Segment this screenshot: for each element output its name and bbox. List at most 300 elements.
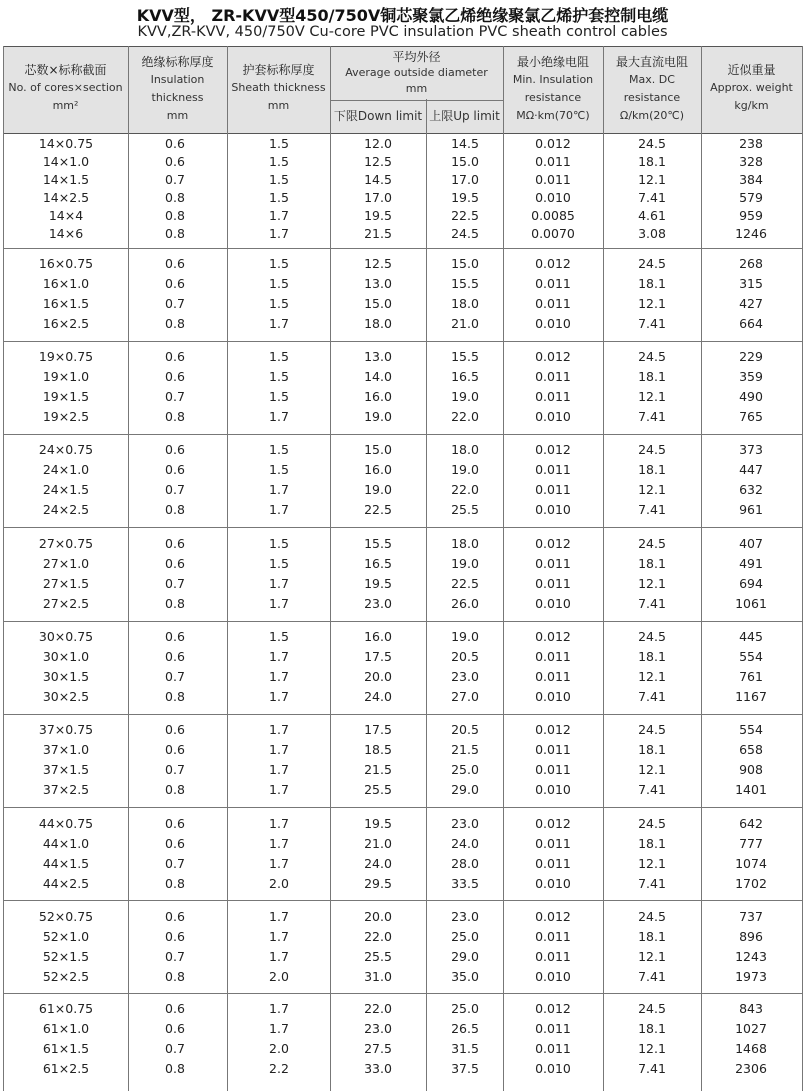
cell-weight: 632 bbox=[739, 482, 763, 497]
cell-sheath: 1.7 bbox=[269, 208, 289, 223]
header-sheath-zh: 护套标称厚度 bbox=[242, 63, 315, 77]
header-insulation-en1: Insulation bbox=[150, 73, 205, 86]
cell-weight: 761 bbox=[739, 669, 763, 684]
cell-sheath: 1.7 bbox=[269, 816, 289, 831]
header-diameter-divider bbox=[330, 100, 503, 101]
cell-cores: 14×1.0 bbox=[42, 154, 90, 169]
cell-diam-down: 22.0 bbox=[364, 1001, 392, 1016]
cell-diam-up: 26.5 bbox=[451, 1021, 479, 1036]
cell-diam-up: 15.0 bbox=[451, 256, 479, 271]
cell-max-dc: 12.1 bbox=[638, 389, 666, 404]
cell-cores: 27×0.75 bbox=[38, 536, 94, 551]
header-min-insulation-unit: MΩ·km(70℃) bbox=[516, 109, 590, 122]
cell-cores: 44×2.5 bbox=[42, 876, 90, 891]
header-cores bbox=[3, 61, 128, 115]
cell-max-dc: 7.41 bbox=[638, 689, 666, 704]
cell-cores: 37×0.75 bbox=[38, 722, 94, 737]
cell-cores: 61×2.5 bbox=[42, 1061, 90, 1076]
cell-sheath: 2.0 bbox=[269, 876, 289, 891]
cell-min-ins: 0.010 bbox=[535, 190, 571, 205]
cell-min-ins: 0.011 bbox=[535, 762, 571, 777]
cell-cores: 61×1.0 bbox=[42, 1021, 90, 1036]
cell-sheath: 2.0 bbox=[269, 1041, 289, 1056]
cell-sheath: 1.7 bbox=[269, 226, 289, 241]
cell-diam-down: 22.5 bbox=[364, 502, 392, 517]
cell-insulation: 0.7 bbox=[165, 762, 185, 777]
cell-max-dc: 12.1 bbox=[638, 482, 666, 497]
cell-weight: 1468 bbox=[735, 1041, 767, 1056]
cell-diam-down: 17.0 bbox=[364, 190, 392, 205]
cell-cores: 37×2.5 bbox=[42, 782, 90, 797]
header-cores-unit: mm² bbox=[52, 99, 79, 112]
cell-cores: 14×0.75 bbox=[38, 136, 94, 151]
cell-diam-down: 15.5 bbox=[364, 536, 392, 551]
cell-insulation: 0.8 bbox=[165, 409, 185, 424]
cell-insulation: 0.8 bbox=[165, 226, 185, 241]
header-diameter-down: 下限Down limit bbox=[333, 109, 423, 123]
cell-max-dc: 7.41 bbox=[638, 969, 666, 984]
cell-diam-down: 16.0 bbox=[364, 462, 392, 477]
cell-cores: 30×0.75 bbox=[38, 629, 94, 644]
cell-diam-down: 15.0 bbox=[364, 442, 392, 457]
cell-diam-down: 18.0 bbox=[364, 316, 392, 331]
cell-diam-up: 24.5 bbox=[451, 226, 479, 241]
cell-diam-up: 27.0 bbox=[451, 689, 479, 704]
cell-diam-down: 16.5 bbox=[364, 556, 392, 571]
cell-sheath: 1.5 bbox=[269, 136, 289, 151]
cell-insulation: 0.6 bbox=[165, 909, 185, 924]
header-cores-zh: 芯数×标称截面 bbox=[24, 63, 107, 77]
cell-diam-down: 21.5 bbox=[364, 226, 392, 241]
cell-max-dc: 12.1 bbox=[638, 296, 666, 311]
cell-weight: 490 bbox=[739, 389, 763, 404]
cell-max-dc: 12.1 bbox=[638, 1041, 666, 1056]
cell-diam-up: 21.0 bbox=[451, 316, 479, 331]
cell-diam-up: 19.0 bbox=[451, 462, 479, 477]
cell-weight: 315 bbox=[739, 276, 763, 291]
header-max-dc-en2: resistance bbox=[623, 91, 681, 104]
cell-insulation: 0.8 bbox=[165, 502, 185, 517]
group-separator bbox=[3, 248, 802, 249]
cell-sheath: 1.5 bbox=[269, 349, 289, 364]
cell-diam-down: 12.0 bbox=[364, 136, 392, 151]
cell-min-ins: 0.011 bbox=[535, 929, 571, 944]
cell-cores: 27×1.5 bbox=[42, 576, 90, 591]
cell-sheath: 1.5 bbox=[269, 389, 289, 404]
cell-sheath: 1.5 bbox=[269, 629, 289, 644]
cell-sheath: 1.5 bbox=[269, 536, 289, 551]
cell-insulation: 0.6 bbox=[165, 836, 185, 851]
cell-max-dc: 24.5 bbox=[638, 349, 666, 364]
cell-weight: 359 bbox=[739, 369, 763, 384]
cell-max-dc: 24.5 bbox=[638, 1001, 666, 1016]
cell-sheath: 1.5 bbox=[269, 462, 289, 477]
cell-max-dc: 7.41 bbox=[638, 316, 666, 331]
cell-diam-up: 15.5 bbox=[451, 276, 479, 291]
cell-diam-up: 35.0 bbox=[451, 969, 479, 984]
cell-weight: 658 bbox=[739, 742, 763, 757]
cell-max-dc: 24.5 bbox=[638, 536, 666, 551]
cell-min-ins: 0.011 bbox=[535, 154, 571, 169]
cell-sheath: 1.5 bbox=[269, 442, 289, 457]
header-sheath-en: Sheath thickness bbox=[231, 81, 326, 94]
cell-sheath: 1.5 bbox=[269, 172, 289, 187]
cell-insulation: 0.6 bbox=[165, 462, 185, 477]
cell-cores: 61×1.5 bbox=[42, 1041, 90, 1056]
cell-min-ins: 0.0085 bbox=[531, 208, 575, 223]
cell-diam-up: 23.0 bbox=[451, 669, 479, 684]
cell-max-dc: 3.08 bbox=[638, 226, 666, 241]
cell-diam-up: 15.5 bbox=[451, 349, 479, 364]
cell-min-ins: 0.010 bbox=[535, 1061, 571, 1076]
cell-cores: 16×1.5 bbox=[42, 296, 90, 311]
cell-weight: 554 bbox=[739, 649, 763, 664]
cell-weight: 268 bbox=[739, 256, 763, 271]
cell-max-dc: 7.41 bbox=[638, 502, 666, 517]
cell-diam-down: 23.0 bbox=[364, 596, 392, 611]
cell-weight: 579 bbox=[739, 190, 763, 205]
cell-diam-down: 12.5 bbox=[364, 256, 392, 271]
cell-insulation: 0.7 bbox=[165, 576, 185, 591]
cell-min-ins: 0.012 bbox=[535, 256, 571, 271]
cell-sheath: 1.7 bbox=[269, 689, 289, 704]
cell-cores: 24×0.75 bbox=[38, 442, 94, 457]
cell-min-ins: 0.010 bbox=[535, 782, 571, 797]
cell-cores: 37×1.5 bbox=[42, 762, 90, 777]
cell-max-dc: 24.5 bbox=[638, 256, 666, 271]
cell-diam-up: 19.0 bbox=[451, 556, 479, 571]
cell-weight: 373 bbox=[739, 442, 763, 457]
cell-max-dc: 24.5 bbox=[638, 629, 666, 644]
cell-min-ins: 0.0070 bbox=[531, 226, 575, 241]
cell-diam-down: 24.0 bbox=[364, 689, 392, 704]
cell-diam-down: 16.0 bbox=[364, 389, 392, 404]
cell-sheath: 1.7 bbox=[269, 909, 289, 924]
cell-sheath: 1.5 bbox=[269, 556, 289, 571]
cell-max-dc: 7.41 bbox=[638, 1061, 666, 1076]
cell-weight: 961 bbox=[739, 502, 763, 517]
header-weight bbox=[701, 61, 802, 115]
cell-min-ins: 0.012 bbox=[535, 536, 571, 551]
cell-weight: 1074 bbox=[735, 856, 767, 871]
cell-diam-up: 17.0 bbox=[451, 172, 479, 187]
cell-insulation: 0.7 bbox=[165, 172, 185, 187]
cell-max-dc: 12.1 bbox=[638, 762, 666, 777]
cell-insulation: 0.8 bbox=[165, 782, 185, 797]
cell-min-ins: 0.011 bbox=[535, 1041, 571, 1056]
cell-diam-down: 20.0 bbox=[364, 909, 392, 924]
cell-cores: 27×1.0 bbox=[42, 556, 90, 571]
cell-max-dc: 12.1 bbox=[638, 669, 666, 684]
cell-diam-down: 21.5 bbox=[364, 762, 392, 777]
cell-cores: 52×0.75 bbox=[38, 909, 94, 924]
cell-insulation: 0.8 bbox=[165, 1061, 185, 1076]
cell-cores: 52×2.5 bbox=[42, 969, 90, 984]
cell-diam-up: 19.0 bbox=[451, 389, 479, 404]
header-diameter-unit: mm bbox=[405, 82, 428, 95]
cell-min-ins: 0.011 bbox=[535, 669, 571, 684]
cell-max-dc: 24.5 bbox=[638, 722, 666, 737]
title-english: KVV,ZR-KVV, 450/750V Cu-core PVC insulation PVC sheath control cables bbox=[137, 24, 668, 40]
header-min-insulation-en1: Min. Insulation bbox=[512, 73, 594, 86]
group-separator bbox=[3, 993, 802, 994]
cell-sheath: 1.5 bbox=[269, 276, 289, 291]
cell-diam-up: 22.0 bbox=[451, 409, 479, 424]
cell-weight: 1702 bbox=[735, 876, 767, 891]
cell-cores: 24×1.0 bbox=[42, 462, 90, 477]
cell-min-ins: 0.012 bbox=[535, 722, 571, 737]
cell-cores: 30×2.5 bbox=[42, 689, 90, 704]
cell-weight: 427 bbox=[739, 296, 763, 311]
cell-min-ins: 0.011 bbox=[535, 1021, 571, 1036]
header-max-dc bbox=[603, 53, 701, 125]
cell-insulation: 0.6 bbox=[165, 556, 185, 571]
cell-weight: 384 bbox=[739, 172, 763, 187]
header-weight-unit: kg/km bbox=[734, 99, 769, 112]
cell-cores: 19×1.0 bbox=[42, 369, 90, 384]
cell-max-dc: 7.41 bbox=[638, 190, 666, 205]
cell-max-dc: 18.1 bbox=[638, 742, 666, 757]
header-weight-zh: 近似重量 bbox=[727, 63, 776, 77]
cell-min-ins: 0.011 bbox=[535, 389, 571, 404]
cell-sheath: 2.0 bbox=[269, 969, 289, 984]
cell-insulation: 0.7 bbox=[165, 389, 185, 404]
cell-max-dc: 18.1 bbox=[638, 369, 666, 384]
cell-diam-up: 14.5 bbox=[451, 136, 479, 151]
cell-diam-down: 20.0 bbox=[364, 669, 392, 684]
cell-diam-up: 22.5 bbox=[451, 208, 479, 223]
cell-max-dc: 24.5 bbox=[638, 136, 666, 151]
cell-diam-up: 24.0 bbox=[451, 836, 479, 851]
cell-diam-down: 25.5 bbox=[364, 782, 392, 797]
cell-sheath: 1.7 bbox=[269, 649, 289, 664]
cell-diam-down: 14.0 bbox=[364, 369, 392, 384]
cell-diam-up: 23.0 bbox=[451, 909, 479, 924]
cell-diam-up: 20.5 bbox=[451, 649, 479, 664]
cell-insulation: 0.6 bbox=[165, 649, 185, 664]
header-insulation bbox=[128, 53, 227, 125]
cell-cores: 37×1.0 bbox=[42, 742, 90, 757]
cell-weight: 407 bbox=[739, 536, 763, 551]
cell-weight: 664 bbox=[739, 316, 763, 331]
cell-min-ins: 0.010 bbox=[535, 409, 571, 424]
cell-max-dc: 12.1 bbox=[638, 856, 666, 871]
cell-sheath: 1.5 bbox=[269, 154, 289, 169]
cell-sheath: 1.7 bbox=[269, 836, 289, 851]
cell-diam-down: 13.0 bbox=[364, 276, 392, 291]
cell-weight: 737 bbox=[739, 909, 763, 924]
group-separator bbox=[3, 434, 802, 435]
header-max-dc-en1: Max. DC bbox=[629, 73, 675, 86]
cell-insulation: 0.6 bbox=[165, 369, 185, 384]
cell-cores: 19×1.5 bbox=[42, 389, 90, 404]
header-diameter-zh: 平均外径 bbox=[392, 50, 441, 64]
cell-sheath: 1.5 bbox=[269, 369, 289, 384]
cell-sheath: 1.7 bbox=[269, 856, 289, 871]
cell-sheath: 1.7 bbox=[269, 782, 289, 797]
cell-insulation: 0.8 bbox=[165, 969, 185, 984]
cell-max-dc: 24.5 bbox=[638, 816, 666, 831]
cell-max-dc: 18.1 bbox=[638, 1021, 666, 1036]
cell-insulation: 0.6 bbox=[165, 816, 185, 831]
cell-sheath: 1.5 bbox=[269, 256, 289, 271]
cell-min-ins: 0.012 bbox=[535, 349, 571, 364]
cell-diam-down: 22.0 bbox=[364, 929, 392, 944]
header-diameter-up: 上限Up limit bbox=[429, 109, 500, 123]
cell-diam-up: 37.5 bbox=[451, 1061, 479, 1076]
cell-min-ins: 0.011 bbox=[535, 462, 571, 477]
cell-min-ins: 0.011 bbox=[535, 296, 571, 311]
cell-cores: 30×1.5 bbox=[42, 669, 90, 684]
cell-diam-up: 33.5 bbox=[451, 876, 479, 891]
cell-min-ins: 0.011 bbox=[535, 172, 571, 187]
cell-weight: 491 bbox=[739, 556, 763, 571]
cell-diam-down: 23.0 bbox=[364, 1021, 392, 1036]
cell-weight: 554 bbox=[739, 722, 763, 737]
cell-cores: 61×0.75 bbox=[38, 1001, 94, 1016]
cell-insulation: 0.6 bbox=[165, 629, 185, 644]
header-sheath bbox=[227, 61, 330, 115]
cell-insulation: 0.8 bbox=[165, 316, 185, 331]
cell-cores: 52×1.0 bbox=[42, 929, 90, 944]
cell-diam-down: 14.5 bbox=[364, 172, 392, 187]
header-insulation-en2: thickness bbox=[151, 91, 204, 104]
cell-diam-down: 15.0 bbox=[364, 296, 392, 311]
group-separator bbox=[3, 807, 802, 808]
cell-max-dc: 18.1 bbox=[638, 649, 666, 664]
cell-max-dc: 7.41 bbox=[638, 782, 666, 797]
cell-min-ins: 0.010 bbox=[535, 316, 571, 331]
cell-diam-up: 26.0 bbox=[451, 596, 479, 611]
cell-insulation: 0.6 bbox=[165, 442, 185, 457]
cell-max-dc: 18.1 bbox=[638, 276, 666, 291]
cell-insulation: 0.8 bbox=[165, 596, 185, 611]
cell-min-ins: 0.012 bbox=[535, 909, 571, 924]
cell-sheath: 1.7 bbox=[269, 929, 289, 944]
header-diameter bbox=[330, 49, 503, 97]
cell-weight: 445 bbox=[739, 629, 763, 644]
cell-diam-up: 25.0 bbox=[451, 762, 479, 777]
cell-min-ins: 0.011 bbox=[535, 276, 571, 291]
cell-sheath: 1.7 bbox=[269, 762, 289, 777]
cell-diam-up: 22.0 bbox=[451, 482, 479, 497]
header-diameter-en: Average outside diameter bbox=[345, 66, 488, 79]
cell-insulation: 0.7 bbox=[165, 1041, 185, 1056]
cell-diam-up: 19.5 bbox=[451, 190, 479, 205]
col-divider bbox=[802, 46, 803, 1091]
header-max-dc-unit: Ω/km(20℃) bbox=[619, 109, 685, 122]
cell-sheath: 1.7 bbox=[269, 409, 289, 424]
cell-diam-down: 19.5 bbox=[364, 816, 392, 831]
cell-diam-up: 25.5 bbox=[451, 502, 479, 517]
cell-max-dc: 18.1 bbox=[638, 836, 666, 851]
cell-weight: 777 bbox=[739, 836, 763, 851]
cell-insulation: 0.6 bbox=[165, 742, 185, 757]
header-min-insulation-en2: resistance bbox=[524, 91, 582, 104]
cell-diam-down: 21.0 bbox=[364, 836, 392, 851]
cell-sheath: 1.7 bbox=[269, 949, 289, 964]
cell-weight: 328 bbox=[739, 154, 763, 169]
cell-sheath: 1.7 bbox=[269, 316, 289, 331]
header-weight-en: Approx. weight bbox=[710, 81, 793, 94]
cell-diam-down: 33.0 bbox=[364, 1061, 392, 1076]
cell-diam-up: 23.0 bbox=[451, 816, 479, 831]
cell-diam-down: 19.5 bbox=[364, 208, 392, 223]
cell-diam-up: 16.5 bbox=[451, 369, 479, 384]
cell-weight: 1027 bbox=[735, 1021, 767, 1036]
cell-insulation: 0.6 bbox=[165, 536, 185, 551]
cell-diam-down: 29.5 bbox=[364, 876, 392, 891]
cell-sheath: 1.7 bbox=[269, 722, 289, 737]
cell-max-dc: 7.41 bbox=[638, 409, 666, 424]
cell-min-ins: 0.012 bbox=[535, 1001, 571, 1016]
cell-sheath: 1.7 bbox=[269, 1001, 289, 1016]
cell-max-dc: 7.41 bbox=[638, 596, 666, 611]
cell-diam-up: 28.0 bbox=[451, 856, 479, 871]
cell-min-ins: 0.010 bbox=[535, 689, 571, 704]
cell-diam-down: 25.5 bbox=[364, 949, 392, 964]
cell-min-ins: 0.010 bbox=[535, 596, 571, 611]
cell-min-ins: 0.012 bbox=[535, 816, 571, 831]
cell-max-dc: 12.1 bbox=[638, 576, 666, 591]
cell-insulation: 0.7 bbox=[165, 949, 185, 964]
cell-cores: 19×0.75 bbox=[38, 349, 94, 364]
table-header bbox=[3, 46, 802, 134]
cell-insulation: 0.7 bbox=[165, 856, 185, 871]
cell-sheath: 1.7 bbox=[269, 742, 289, 757]
cell-min-ins: 0.011 bbox=[535, 369, 571, 384]
cell-cores: 14×6 bbox=[48, 226, 84, 241]
cell-min-ins: 0.011 bbox=[535, 649, 571, 664]
cell-cores: 44×0.75 bbox=[38, 816, 94, 831]
cell-insulation: 0.6 bbox=[165, 349, 185, 364]
cell-cores: 14×2.5 bbox=[42, 190, 90, 205]
cell-cores: 16×2.5 bbox=[42, 316, 90, 331]
cell-diam-up: 18.0 bbox=[451, 442, 479, 457]
cell-weight: 447 bbox=[739, 462, 763, 477]
cell-diam-up: 29.0 bbox=[451, 949, 479, 964]
cell-sheath: 1.7 bbox=[269, 1021, 289, 1036]
cell-insulation: 0.6 bbox=[165, 722, 185, 737]
cell-min-ins: 0.011 bbox=[535, 556, 571, 571]
cell-sheath: 1.5 bbox=[269, 296, 289, 311]
cell-min-ins: 0.011 bbox=[535, 742, 571, 757]
cell-insulation: 0.6 bbox=[165, 154, 185, 169]
cell-diam-down: 18.5 bbox=[364, 742, 392, 757]
cell-cores: 24×1.5 bbox=[42, 482, 90, 497]
cell-insulation: 0.8 bbox=[165, 208, 185, 223]
cell-min-ins: 0.010 bbox=[535, 502, 571, 517]
cell-insulation: 0.6 bbox=[165, 276, 185, 291]
cell-insulation: 0.7 bbox=[165, 482, 185, 497]
group-separator bbox=[3, 900, 802, 901]
header-min-insulation bbox=[503, 53, 603, 125]
cell-diam-up: 15.0 bbox=[451, 154, 479, 169]
cell-insulation: 0.8 bbox=[165, 876, 185, 891]
cell-diam-up: 18.0 bbox=[451, 536, 479, 551]
cell-max-dc: 24.5 bbox=[638, 442, 666, 457]
cell-cores: 16×0.75 bbox=[38, 256, 94, 271]
header-cores-en: No. of cores×section bbox=[8, 81, 123, 94]
cell-diam-down: 19.0 bbox=[364, 482, 392, 497]
cell-diam-down: 17.5 bbox=[364, 649, 392, 664]
cell-max-dc: 24.5 bbox=[638, 909, 666, 924]
cell-insulation: 0.7 bbox=[165, 669, 185, 684]
cell-weight: 2306 bbox=[735, 1061, 767, 1076]
cell-cores: 14×4 bbox=[48, 208, 84, 223]
cell-max-dc: 18.1 bbox=[638, 556, 666, 571]
cell-weight: 896 bbox=[739, 929, 763, 944]
